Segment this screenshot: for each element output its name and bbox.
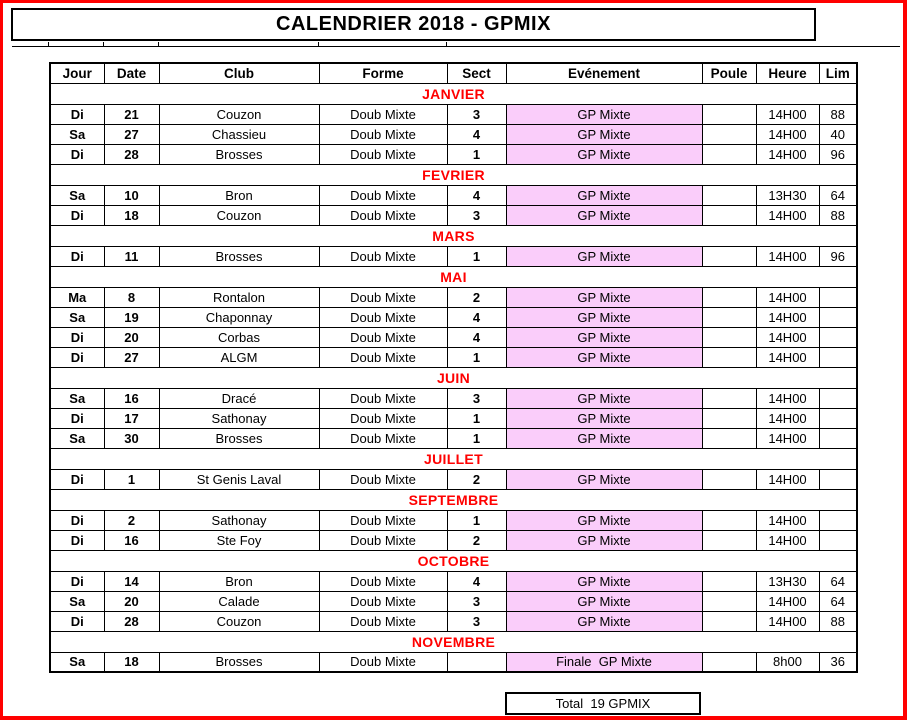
page-title: CALENDRIER 2018 - GPMIX xyxy=(276,13,551,35)
cell-sect: 4 xyxy=(447,571,506,591)
cell-jour: Di xyxy=(50,246,104,266)
cell-poule xyxy=(702,571,756,591)
gridline-tick xyxy=(103,42,104,46)
cell-date: 28 xyxy=(104,144,159,164)
cell-lim: 64 xyxy=(819,571,857,591)
page-title-box xyxy=(11,8,816,41)
cell-poule xyxy=(702,611,756,631)
cell-evenement: GP Mixte xyxy=(506,469,702,489)
cell-date: 11 xyxy=(104,246,159,266)
cell-forme: Doub Mixte xyxy=(319,205,447,225)
month-name: OCTOBRE xyxy=(50,550,857,571)
cell-forme: Doub Mixte xyxy=(319,408,447,428)
cell-poule xyxy=(702,510,756,530)
cell-lim: 88 xyxy=(819,104,857,124)
event-row xyxy=(50,469,857,489)
column-header-evenement: Evénement xyxy=(506,63,702,83)
cell-heure: 14H00 xyxy=(756,307,819,327)
event-row xyxy=(50,408,857,428)
cell-heure: 14H00 xyxy=(756,246,819,266)
cell-date: 20 xyxy=(104,327,159,347)
cell-heure: 14H00 xyxy=(756,388,819,408)
month-band-row xyxy=(50,448,857,469)
cell-date: 30 xyxy=(104,428,159,448)
cell-forme: Doub Mixte xyxy=(319,287,447,307)
cell-date: 28 xyxy=(104,611,159,631)
cell-forme: Doub Mixte xyxy=(319,611,447,631)
cell-lim: 36 xyxy=(819,652,857,672)
cell-heure: 14H00 xyxy=(756,408,819,428)
month-band-row xyxy=(50,164,857,185)
cell-lim xyxy=(819,469,857,489)
cell-jour: Di xyxy=(50,408,104,428)
cell-club: Couzon xyxy=(159,104,319,124)
column-header-lim: Lim xyxy=(819,63,857,83)
month-name: FEVRIER xyxy=(50,164,857,185)
cell-evenement: GP Mixte xyxy=(506,428,702,448)
cell-sect: 2 xyxy=(447,287,506,307)
cell-sect: 1 xyxy=(447,428,506,448)
cell-club: Couzon xyxy=(159,205,319,225)
cell-poule xyxy=(702,205,756,225)
cell-heure: 14H00 xyxy=(756,510,819,530)
cell-evenement: Finale GP Mixte xyxy=(506,652,702,672)
month-name: NOVEMBRE xyxy=(50,631,857,652)
month-name: MARS xyxy=(50,225,857,246)
cell-date: 17 xyxy=(104,408,159,428)
cell-evenement: GP Mixte xyxy=(506,510,702,530)
cell-sect: 3 xyxy=(447,104,506,124)
cell-poule xyxy=(702,530,756,550)
cell-poule xyxy=(702,185,756,205)
event-row xyxy=(50,185,857,205)
cell-jour: Di xyxy=(50,469,104,489)
cell-heure: 14H00 xyxy=(756,144,819,164)
column-header-sect: Sect xyxy=(447,63,506,83)
cell-sect: 4 xyxy=(447,327,506,347)
gridline-tick xyxy=(446,42,447,46)
cell-club: Bron xyxy=(159,185,319,205)
event-row xyxy=(50,611,857,631)
column-header-club: Club xyxy=(159,63,319,83)
cell-poule xyxy=(702,104,756,124)
cell-heure: 13H30 xyxy=(756,185,819,205)
event-row xyxy=(50,652,857,672)
cell-lim xyxy=(819,428,857,448)
cell-poule xyxy=(702,388,756,408)
cell-sect: 4 xyxy=(447,124,506,144)
event-row xyxy=(50,144,857,164)
cell-poule xyxy=(702,428,756,448)
calendar-table-body xyxy=(50,83,857,672)
event-row xyxy=(50,327,857,347)
cell-jour: Di xyxy=(50,510,104,530)
cell-sect: 3 xyxy=(447,388,506,408)
cell-club: Couzon xyxy=(159,611,319,631)
cell-lim: 40 xyxy=(819,124,857,144)
cell-date: 16 xyxy=(104,530,159,550)
cell-sect: 2 xyxy=(447,530,506,550)
cell-forme: Doub Mixte xyxy=(319,469,447,489)
cell-lim: 64 xyxy=(819,591,857,611)
cell-club: St Genis Laval xyxy=(159,469,319,489)
cell-forme: Doub Mixte xyxy=(319,428,447,448)
gridline-under-title xyxy=(12,46,900,47)
month-band-row xyxy=(50,83,857,104)
cell-forme: Doub Mixte xyxy=(319,347,447,367)
cell-jour: Di xyxy=(50,611,104,631)
cell-forme: Doub Mixte xyxy=(319,571,447,591)
cell-club: Sathonay xyxy=(159,408,319,428)
cell-evenement: GP Mixte xyxy=(506,347,702,367)
cell-sect: 3 xyxy=(447,205,506,225)
cell-evenement: GP Mixte xyxy=(506,205,702,225)
cell-date: 16 xyxy=(104,388,159,408)
cell-jour: Sa xyxy=(50,428,104,448)
cell-forme: Doub Mixte xyxy=(319,652,447,672)
month-band-row xyxy=(50,631,857,652)
month-name: MAI xyxy=(50,266,857,287)
cell-forme: Doub Mixte xyxy=(319,591,447,611)
cell-date: 2 xyxy=(104,510,159,530)
month-band-row xyxy=(50,367,857,388)
cell-date: 14 xyxy=(104,571,159,591)
cell-jour: Sa xyxy=(50,124,104,144)
cell-lim xyxy=(819,347,857,367)
gridline-tick xyxy=(318,42,319,46)
cell-club: Brosses xyxy=(159,246,319,266)
column-header-jour: Jour xyxy=(50,63,104,83)
cell-sect: 4 xyxy=(447,185,506,205)
cell-evenement: GP Mixte xyxy=(506,591,702,611)
cell-evenement: GP Mixte xyxy=(506,185,702,205)
cell-forme: Doub Mixte xyxy=(319,510,447,530)
cell-sect: 3 xyxy=(447,591,506,611)
cell-jour: Di xyxy=(50,205,104,225)
month-name: JUILLET xyxy=(50,448,857,469)
cell-date: 19 xyxy=(104,307,159,327)
cell-forme: Doub Mixte xyxy=(319,124,447,144)
cell-heure: 14H00 xyxy=(756,347,819,367)
cell-club: Rontalon xyxy=(159,287,319,307)
cell-lim: 88 xyxy=(819,611,857,631)
cell-poule xyxy=(702,408,756,428)
cell-forme: Doub Mixte xyxy=(319,144,447,164)
cell-jour: Sa xyxy=(50,185,104,205)
cell-sect: 1 xyxy=(447,144,506,164)
cell-jour: Di xyxy=(50,571,104,591)
event-row xyxy=(50,428,857,448)
cell-heure: 14H00 xyxy=(756,530,819,550)
cell-date: 27 xyxy=(104,347,159,367)
cell-date: 18 xyxy=(104,652,159,672)
cell-jour: Di xyxy=(50,104,104,124)
cell-poule xyxy=(702,124,756,144)
cell-heure: 14H00 xyxy=(756,205,819,225)
cell-club: Bron xyxy=(159,571,319,591)
cell-club: Sathonay xyxy=(159,510,319,530)
cell-evenement: GP Mixte xyxy=(506,408,702,428)
cell-date: 27 xyxy=(104,124,159,144)
cell-club: ALGM xyxy=(159,347,319,367)
cell-sect: 1 xyxy=(447,408,506,428)
cell-lim: 96 xyxy=(819,144,857,164)
cell-club: Corbas xyxy=(159,327,319,347)
cell-lim xyxy=(819,287,857,307)
cell-heure: 14H00 xyxy=(756,287,819,307)
cell-evenement: GP Mixte xyxy=(506,144,702,164)
cell-lim xyxy=(819,388,857,408)
cell-poule xyxy=(702,327,756,347)
cell-date: 8 xyxy=(104,287,159,307)
cell-forme: Doub Mixte xyxy=(319,104,447,124)
cell-club: Brosses xyxy=(159,144,319,164)
column-header-date: Date xyxy=(104,63,159,83)
month-band-row xyxy=(50,225,857,246)
total-box xyxy=(505,692,701,715)
cell-sect: 3 xyxy=(447,611,506,631)
cell-evenement: GP Mixte xyxy=(506,246,702,266)
gridline-tick xyxy=(158,42,159,46)
column-header-forme: Forme xyxy=(319,63,447,83)
cell-lim: 96 xyxy=(819,246,857,266)
cell-sect: 2 xyxy=(447,469,506,489)
cell-heure: 14H00 xyxy=(756,469,819,489)
cell-lim xyxy=(819,327,857,347)
event-row xyxy=(50,205,857,225)
cell-poule xyxy=(702,287,756,307)
cell-poule xyxy=(702,469,756,489)
cell-club: Calade xyxy=(159,591,319,611)
cell-heure: 13H30 xyxy=(756,571,819,591)
cell-evenement: GP Mixte xyxy=(506,124,702,144)
column-header-poule: Poule xyxy=(702,63,756,83)
cell-heure: 14H00 xyxy=(756,611,819,631)
cell-heure: 14H00 xyxy=(756,124,819,144)
cell-club: Ste Foy xyxy=(159,530,319,550)
total-label: Total 19 GPMIX xyxy=(555,696,651,711)
event-row xyxy=(50,530,857,550)
cell-date: 1 xyxy=(104,469,159,489)
cell-lim xyxy=(819,307,857,327)
column-header-heure: Heure xyxy=(756,63,819,83)
gridline-tick xyxy=(48,42,49,46)
cell-heure: 14H00 xyxy=(756,591,819,611)
cell-lim xyxy=(819,510,857,530)
cell-jour: Sa xyxy=(50,388,104,408)
cell-jour: Di xyxy=(50,327,104,347)
cell-heure: 14H00 xyxy=(756,428,819,448)
month-band-row xyxy=(50,266,857,287)
cell-sect: 1 xyxy=(447,510,506,530)
cell-club: Brosses xyxy=(159,652,319,672)
cell-club: Dracé xyxy=(159,388,319,408)
cell-poule xyxy=(702,652,756,672)
cell-evenement: GP Mixte xyxy=(506,388,702,408)
cell-date: 10 xyxy=(104,185,159,205)
event-row xyxy=(50,307,857,327)
cell-forme: Doub Mixte xyxy=(319,327,447,347)
cell-forme: Doub Mixte xyxy=(319,530,447,550)
cell-sect: 1 xyxy=(447,246,506,266)
cell-evenement: GP Mixte xyxy=(506,530,702,550)
event-row xyxy=(50,246,857,266)
cell-sect: 4 xyxy=(447,307,506,327)
cell-club: Chaponnay xyxy=(159,307,319,327)
cell-date: 21 xyxy=(104,104,159,124)
cell-evenement: GP Mixte xyxy=(506,571,702,591)
cell-forme: Doub Mixte xyxy=(319,185,447,205)
cell-evenement: GP Mixte xyxy=(506,327,702,347)
cell-heure: 14H00 xyxy=(756,327,819,347)
cell-evenement: GP Mixte xyxy=(506,287,702,307)
cell-sect: 1 xyxy=(447,347,506,367)
cell-date: 18 xyxy=(104,205,159,225)
cell-heure: 14H00 xyxy=(756,104,819,124)
event-row xyxy=(50,124,857,144)
cell-sect xyxy=(447,652,506,672)
month-name: JUIN xyxy=(50,367,857,388)
event-row xyxy=(50,571,857,591)
cell-date: 20 xyxy=(104,591,159,611)
cell-jour: Di xyxy=(50,530,104,550)
event-row xyxy=(50,104,857,124)
cell-heure: 8h00 xyxy=(756,652,819,672)
event-row xyxy=(50,388,857,408)
cell-lim xyxy=(819,408,857,428)
cell-forme: Doub Mixte xyxy=(319,307,447,327)
cell-lim: 64 xyxy=(819,185,857,205)
cell-poule xyxy=(702,591,756,611)
event-row xyxy=(50,287,857,307)
cell-jour: Sa xyxy=(50,652,104,672)
month-name: SEPTEMBRE xyxy=(50,489,857,510)
calendar-table xyxy=(49,62,858,673)
cell-jour: Di xyxy=(50,347,104,367)
cell-poule xyxy=(702,246,756,266)
event-row xyxy=(50,347,857,367)
table-header-row xyxy=(50,63,857,83)
cell-club: Brosses xyxy=(159,428,319,448)
cell-jour: Ma xyxy=(50,287,104,307)
cell-jour: Sa xyxy=(50,307,104,327)
cell-lim: 88 xyxy=(819,205,857,225)
cell-forme: Doub Mixte xyxy=(319,388,447,408)
cell-jour: Sa xyxy=(50,591,104,611)
cell-evenement: GP Mixte xyxy=(506,611,702,631)
cell-evenement: GP Mixte xyxy=(506,104,702,124)
month-name: JANVIER xyxy=(50,83,857,104)
cell-poule xyxy=(702,347,756,367)
cell-poule xyxy=(702,144,756,164)
cell-evenement: GP Mixte xyxy=(506,307,702,327)
cell-jour: Di xyxy=(50,144,104,164)
cell-lim xyxy=(819,530,857,550)
event-row xyxy=(50,510,857,530)
cell-poule xyxy=(702,307,756,327)
cell-club: Chassieu xyxy=(159,124,319,144)
month-band-row xyxy=(50,550,857,571)
event-row xyxy=(50,591,857,611)
cell-forme: Doub Mixte xyxy=(319,246,447,266)
month-band-row xyxy=(50,489,857,510)
